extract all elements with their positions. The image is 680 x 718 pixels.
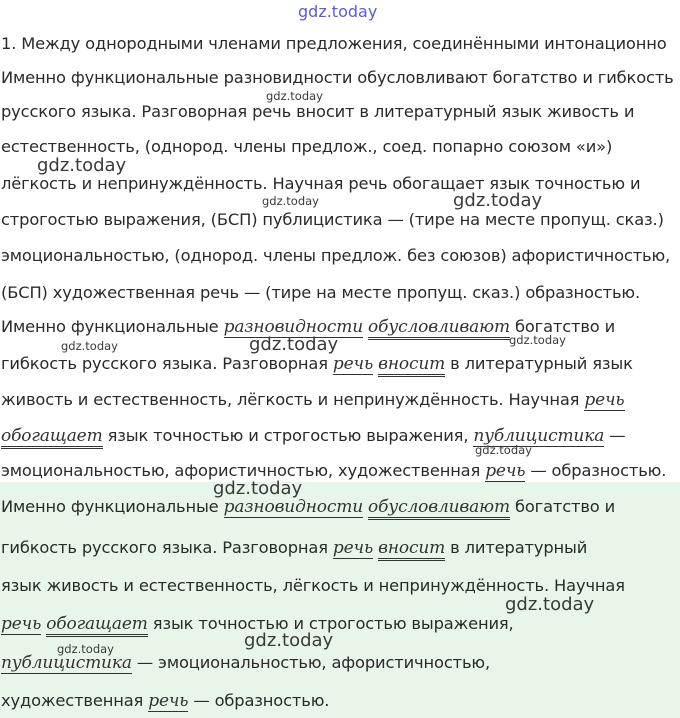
- subject-underlined: речь: [332, 538, 374, 558]
- site-watermark: gdz.today: [298, 2, 378, 21]
- paragraph-1-line: Именно функциональные разновидности обусловливают богатство и гибкость: [1, 68, 674, 87]
- subject-underlined: публицистика: [473, 426, 605, 446]
- plain-text: в литературный: [445, 538, 588, 557]
- plain-text: живость и естественность, лёгкость и непринуждённость. Научная: [1, 390, 585, 409]
- plain-text: — образностью.: [188, 691, 330, 710]
- plain-text: язык точностью и строгостью выражения,: [147, 614, 514, 633]
- site-watermark: gdz.today: [213, 478, 303, 499]
- site-watermark: gdz.today: [505, 594, 595, 615]
- plain-text: художественная: [1, 691, 149, 710]
- paragraph-1-line: эмоциональностью, (однород. члены предлож. без союзов) афористичностью,: [1, 246, 671, 265]
- predicate-underlined: вносит: [378, 354, 445, 377]
- plain-text: богатство и: [509, 497, 616, 516]
- plain-text: —: [604, 426, 626, 445]
- paragraph-2-line: [1, 389, 625, 411]
- paragraph-1-line: (БСП) художественная речь — (тире на месте пропущ. сказ.) образностью.: [1, 283, 641, 302]
- plain-text: Именно функциональные: [1, 497, 224, 516]
- site-watermark: gdz.today: [475, 443, 532, 457]
- predicate-underlined: обусловливают: [368, 497, 510, 520]
- site-watermark: gdz.today: [37, 155, 127, 176]
- paragraph-1-line: лёгкость и непринуждённость. Научная речь обогащает язык точностью и: [1, 174, 641, 193]
- paragraph-2-line: [1, 460, 666, 482]
- site-watermark: gdz.today: [262, 194, 319, 208]
- plain-text: эмоциональностью, афористичностью, художественная: [1, 461, 486, 480]
- site-watermark: gdz.today: [266, 89, 323, 103]
- plain-text: — образностью.: [525, 461, 667, 480]
- plain-text: гибкость русского языка. Разговорная: [1, 354, 333, 373]
- paragraph-1-line: русского языка. Разговорная речь вносит в литературный язык живость и: [1, 102, 635, 121]
- subject-underlined: речь: [1, 614, 42, 634]
- subject-underlined: речь: [148, 691, 189, 711]
- plain-text: богатство и: [509, 317, 616, 336]
- paragraph-1-line: строгостью выражения, (БСП) публицистика — (тире на месте пропущ. сказ.): [1, 210, 664, 229]
- paragraph-3-line: [1, 496, 615, 518]
- paragraph-1-line: естественность, (однород. члены предлож., соед. попарно союзом «и»): [1, 137, 613, 156]
- plain-text: — эмоциональностью, афористичностью,: [131, 653, 490, 672]
- subject-underlined: публицистика: [1, 653, 132, 673]
- subject-underlined: речь: [485, 461, 526, 481]
- predicate-underlined: обусловливают: [368, 317, 510, 340]
- site-watermark: gdz.today: [249, 334, 339, 355]
- predicate-underlined: обогащает: [1, 426, 103, 449]
- subject-underlined: речь: [584, 390, 625, 410]
- subject-underlined: разновидности: [223, 497, 364, 517]
- site-watermark: gdz.today: [61, 339, 118, 353]
- plain-text: язык точностью и строгостью выражения,: [102, 426, 474, 445]
- predicate-underlined: вносит: [378, 538, 445, 561]
- paragraph-2-line: [1, 353, 633, 375]
- plain-text: язык живость и естественность, лёгкость и непринуждённость. Научная: [1, 576, 625, 595]
- subject-underlined: разновидности: [223, 317, 364, 337]
- paragraph-3-line: [1, 690, 329, 712]
- plain-text: в литературный язык: [445, 354, 633, 373]
- paragraph-3-line: [1, 537, 587, 559]
- task-intro: 1. Между однородными членами предложения, соединёнными интонационно: [1, 34, 667, 53]
- site-watermark: gdz.today: [509, 333, 566, 347]
- site-watermark: gdz.today: [244, 630, 334, 651]
- site-watermark: gdz.today: [57, 642, 114, 656]
- plain-text: Именно функциональные: [1, 317, 224, 336]
- subject-underlined: речь: [332, 354, 374, 374]
- plain-text: гибкость русского языка. Разговорная: [1, 538, 333, 557]
- predicate-underlined: обогащает: [46, 614, 148, 637]
- site-watermark: gdz.today: [453, 190, 543, 211]
